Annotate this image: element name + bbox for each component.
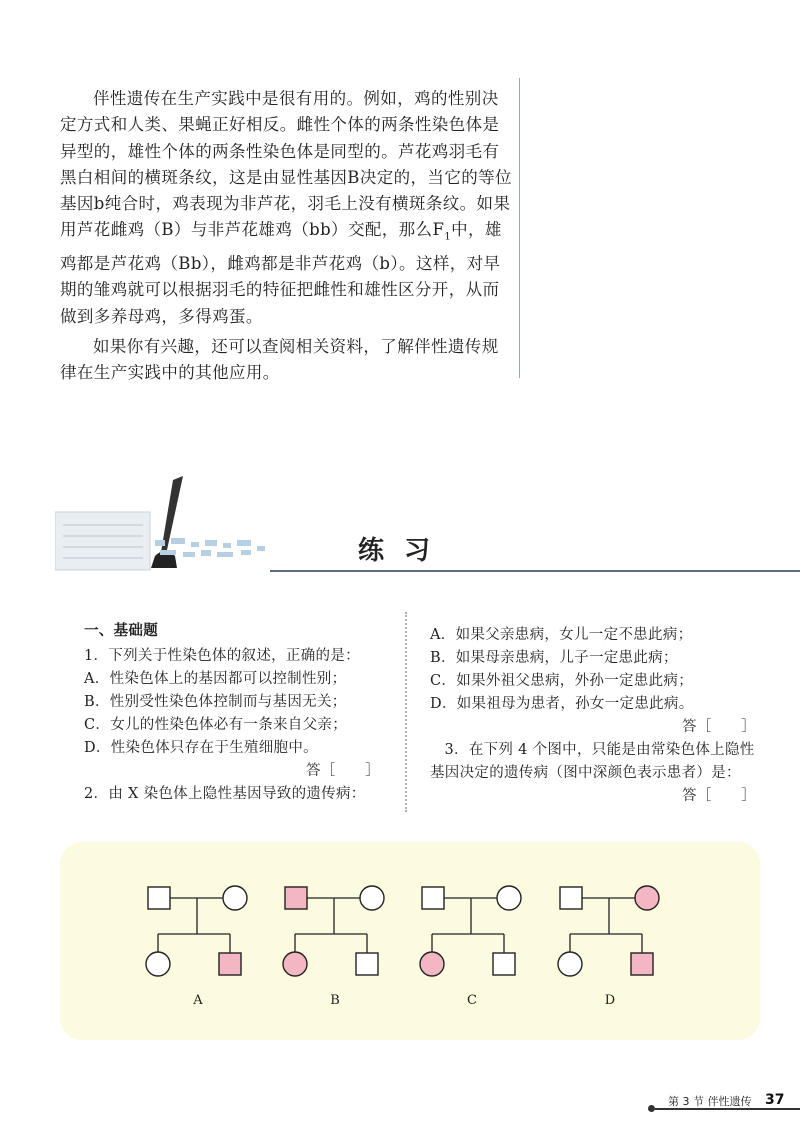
- pedigree-C-father: [422, 887, 444, 909]
- pedigree-B-father: [285, 887, 307, 909]
- q2-option-d: D．如果祖母为患者，孙女一定患此病。: [430, 696, 694, 712]
- pedigree-D-child2: [631, 953, 653, 975]
- pedigree-A-label: A: [193, 993, 203, 1008]
- quill-paper-icon: [55, 470, 295, 580]
- pedigree-B-label: B: [330, 993, 340, 1008]
- intro-p1-part-b: 中，雄鸡都是芦花鸡（Bb），雌鸡都是非芦花鸡（b）。这样，对早期的雏鸡就可以根据羽毛的特征把雌性和雄性区分开，从而做到多养母鸡，多得鸡蛋。: [60, 220, 502, 326]
- column-divider: [405, 612, 407, 812]
- intro-p1-subscript: 1: [444, 231, 452, 243]
- pedigree-A-child1: [146, 952, 170, 976]
- pedigree-B-child2: [356, 953, 378, 975]
- intro-text: [60, 86, 515, 387]
- q2-option-c: C．如果外祖父患病，外孙一定患此病；: [430, 673, 693, 689]
- q2-option-b: B．如果母亲患病，儿子一定患此病；: [430, 650, 678, 666]
- pedigree-C-label: C: [467, 993, 477, 1008]
- intro-paragraph-1: [60, 86, 515, 330]
- section-heading: 一、基础题: [84, 623, 158, 639]
- exercise-title: 练习: [358, 536, 451, 566]
- q1-option-c: C．女儿的性染色体必有一条来自父亲；: [84, 717, 347, 733]
- pedigree-C-child2: [493, 953, 515, 975]
- pedigree-C-mother: [497, 886, 521, 910]
- pedigree-A-mother: [223, 886, 247, 910]
- pedigree-C-child1: [420, 952, 444, 976]
- footer-section: 第 3 节 伴性遗传: [668, 1095, 752, 1108]
- pedigree-D-label: D: [604, 993, 616, 1008]
- q1-option-d: D．性染色体只存在于生殖细胞中。: [84, 740, 318, 756]
- exercise-right-column: [430, 624, 760, 808]
- pedigree-D-father: [560, 887, 582, 909]
- pedigree-B-mother: [360, 886, 384, 910]
- q1-answer-blank[interactable]: 答［ ］: [306, 763, 380, 779]
- q1-option-b: B．性别受性染色体控制而与基因无关；: [84, 694, 347, 710]
- footer-bullet: [648, 1105, 655, 1112]
- q1-stem: 1．下列关于性染色体的叙述，正确的是：: [84, 648, 360, 664]
- page-number: 37: [765, 1092, 785, 1108]
- pedigree-D-child1: [558, 952, 582, 976]
- margin-divider: [519, 78, 520, 378]
- pedigree-D-mother: [635, 886, 659, 910]
- intro-p1-part-a: 伴性遗传在生产实践中是很有用的。例如，鸡的性别决定方式和人类、果蝇正好相反。雌性个体的两条性染色体是异型的，雄性个体的两条性染色体是同型的。芦花鸡羽毛有黑白相间的横斑条纹，这是由显性基因B决定的，当它的等位基因b纯合时，鸡表现为非芦花，羽毛上没有横斑条纹。如果用芦花雌鸡（B）与非芦花雄鸡（bb）交配，那么F: [60, 89, 512, 240]
- q2-answer-blank[interactable]: 答［ ］: [682, 719, 756, 735]
- intro-paragraph-2: 如果你有兴趣，还可以查阅相关资料，了解伴性遗传规律在生产实践中的其他应用。: [60, 336, 499, 383]
- pedigree-B-child1: [283, 952, 307, 976]
- q2-stem: 2．由 X 染色体上隐性基因导致的遗传病：: [84, 786, 366, 802]
- exercise-left-column: [84, 620, 384, 806]
- q3-stem: 3．在下列 4 个图中，只能是由常染色体上隐性基因决定的遗传病（图中深颜色表示患者）是：: [430, 742, 755, 781]
- q3-answer-blank[interactable]: 答［ ］: [682, 788, 756, 804]
- pedigree-diagrams: [60, 842, 760, 1040]
- banner-rule: [270, 570, 800, 572]
- pedigree-A-child2: [219, 953, 241, 975]
- q2-option-a: A．如果父亲患病，女儿一定不患此病；: [430, 627, 693, 643]
- pedigree-A-father: [148, 887, 170, 909]
- q1-option-a: A．性染色体上的基因都可以控制性别；: [84, 671, 347, 687]
